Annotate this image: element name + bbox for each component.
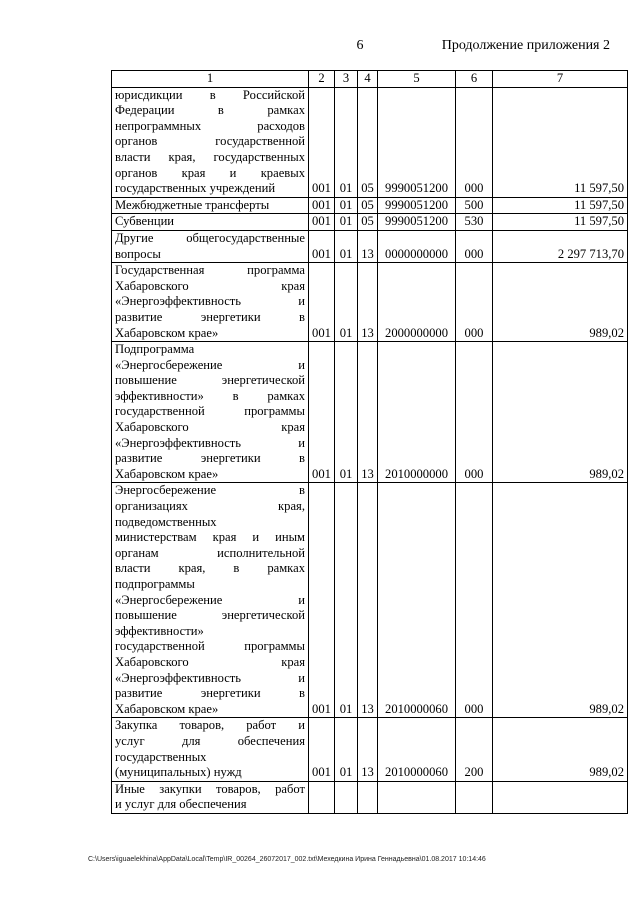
admin-code-cell: 001 — [309, 263, 335, 342]
column-header: 6 — [456, 71, 493, 88]
row-name-cell — [112, 87, 309, 197]
row-name-line: Подпрограмма — [115, 342, 195, 357]
table-row — [112, 781, 628, 813]
admin-code-cell — [309, 781, 335, 813]
admin-code-cell: 001 — [309, 230, 335, 262]
admin-code-cell: 001 — [309, 483, 335, 718]
row-name-line: Федерации в рамках — [115, 103, 305, 118]
table-row — [112, 87, 628, 197]
row-name-cell — [112, 342, 309, 483]
expense-type-cell: 000 — [456, 483, 493, 718]
row-name-cell — [112, 197, 309, 214]
table-row — [112, 718, 628, 781]
column-header: 3 — [335, 71, 358, 88]
target-code-cell: 9990051200 — [378, 87, 456, 197]
row-name-line: развитие энергетики в — [115, 451, 305, 466]
row-name-line: Хабаровском крае» — [115, 325, 219, 340]
subsection-code-cell — [358, 781, 378, 813]
amount-cell: 989,02 — [493, 342, 628, 483]
row-name-line: Энергосбережение в — [115, 483, 305, 498]
expense-type-cell — [456, 781, 493, 813]
row-name-line: Государственная программа — [115, 263, 305, 278]
row-name-line: государственной программы — [115, 639, 305, 654]
row-name-cell — [112, 263, 309, 342]
target-code-cell: 2010000060 — [378, 483, 456, 718]
expense-type-cell: 000 — [456, 87, 493, 197]
row-name-line: государственной программы — [115, 404, 305, 419]
row-name-line: организациях края, — [115, 499, 305, 514]
row-name-line: (муниципальных) нужд — [115, 765, 242, 780]
row-name-line: услуг для обеспечения — [115, 733, 305, 748]
row-name-line: повышение энергетической — [115, 373, 305, 388]
row-name-line: Иные закупки товаров, работ — [115, 781, 305, 796]
row-name-line: развитие энергетики в — [115, 686, 305, 701]
section-code-cell: 01 — [335, 230, 358, 262]
subsection-code-cell: 13 — [358, 483, 378, 718]
row-name-line: подпрограммы — [115, 577, 195, 591]
section-code-cell: 01 — [335, 87, 358, 197]
table-row — [112, 197, 628, 214]
row-name-line: Хабаровском крае» — [115, 466, 219, 481]
amount-cell: 11 597,50 — [493, 197, 628, 214]
table-row — [112, 230, 628, 262]
section-code-cell: 01 — [335, 214, 358, 231]
target-code-cell: 0000000000 — [378, 230, 456, 262]
page-number: 6 — [356, 38, 364, 53]
target-code-cell: 9990051200 — [378, 197, 456, 214]
amount-cell: 2 297 713,70 — [493, 230, 628, 262]
admin-code-cell: 001 — [309, 718, 335, 781]
subsection-code-cell: 05 — [358, 214, 378, 231]
column-header: 1 — [112, 71, 309, 88]
section-code-cell — [335, 781, 358, 813]
row-name-line: Хабаровского края — [115, 278, 305, 293]
target-code-cell: 9990051200 — [378, 214, 456, 231]
expense-type-cell: 000 — [456, 230, 493, 262]
row-name-line: органов края и краевых — [115, 165, 305, 180]
admin-code-cell: 001 — [309, 87, 335, 197]
row-name-line: юрисдикции в Российской — [115, 87, 305, 102]
table-row — [112, 214, 628, 231]
row-name-line: эффективности» в рамках — [115, 388, 305, 403]
row-name-line: повышение энергетической — [115, 608, 305, 623]
row-name-line: органам исполнительной — [115, 545, 305, 560]
expense-type-cell: 000 — [456, 263, 493, 342]
column-header: 7 — [493, 71, 628, 88]
column-header: 5 — [378, 71, 456, 88]
expense-type-cell: 000 — [456, 342, 493, 483]
subsection-code-cell: 13 — [358, 718, 378, 781]
row-name-line: органов государственной — [115, 134, 305, 149]
table-row — [112, 342, 628, 483]
row-name-line: власти края, государственных — [115, 149, 305, 164]
target-code-cell: 2000000000 — [378, 263, 456, 342]
section-code-cell: 01 — [335, 718, 358, 781]
row-name-line: «Энергоэффективность и — [115, 670, 305, 685]
table-row — [112, 263, 628, 342]
admin-code-cell: 001 — [309, 342, 335, 483]
row-name-line: «Энергосбережение и — [115, 357, 305, 372]
row-name-line: Хабаровском крае» — [115, 701, 219, 716]
amount-cell: 989,02 — [493, 483, 628, 718]
row-name-cell — [112, 214, 309, 231]
amount-cell: 11 597,50 — [493, 214, 628, 231]
row-name-line: Межбюджетные трансферты — [115, 197, 270, 212]
expense-type-cell: 530 — [456, 214, 493, 231]
section-code-cell: 01 — [335, 483, 358, 718]
row-name-line: государственных учреждений — [115, 181, 276, 196]
expense-type-cell: 500 — [456, 197, 493, 214]
budget-table — [111, 70, 628, 814]
row-name-line: вопросы — [115, 246, 161, 261]
row-name-cell — [112, 718, 309, 781]
file-path-footer: C:\Users\iguaelekhina\AppData\Local\Temp\IR_00264_26072017_002.txt\Мехедкина Ирина Геннадьевна\01.08.2017 10:14:46 — [88, 856, 486, 863]
expense-type-cell: 200 — [456, 718, 493, 781]
table-row — [112, 483, 628, 718]
section-code-cell: 01 — [335, 197, 358, 214]
amount-cell — [493, 781, 628, 813]
row-name-line: Хабаровского края — [115, 420, 305, 435]
row-name-line: Другие общегосударственные — [115, 230, 305, 245]
row-name-line: эффективности» — [115, 623, 204, 638]
row-name-line: Хабаровского края — [115, 654, 305, 669]
row-name-line: «Энергосбережение и — [115, 592, 305, 607]
column-header: 4 — [358, 71, 378, 88]
row-name-cell — [112, 483, 309, 718]
row-name-line: развитие энергетики в — [115, 309, 305, 324]
table-header-row — [112, 71, 628, 88]
admin-code-cell: 001 — [309, 214, 335, 231]
row-name-line: Закупка товаров, работ и — [115, 718, 305, 733]
section-code-cell: 01 — [335, 342, 358, 483]
subsection-code-cell: 05 — [358, 87, 378, 197]
target-code-cell: 2010000000 — [378, 342, 456, 483]
row-name-cell — [112, 230, 309, 262]
row-name-line: государственных — [115, 749, 207, 764]
amount-cell: 989,02 — [493, 718, 628, 781]
row-name-line: министерствам края и иным — [115, 530, 305, 545]
row-name-cell — [112, 781, 309, 813]
row-name-line: непрограммных расходов — [115, 118, 305, 133]
section-code-cell: 01 — [335, 263, 358, 342]
target-code-cell — [378, 781, 456, 813]
column-header: 2 — [309, 71, 335, 88]
row-name-line: и услуг для обеспечения — [115, 797, 247, 812]
row-name-line: Субвенции — [115, 214, 175, 229]
amount-cell: 989,02 — [493, 263, 628, 342]
row-name-line: власти края, в рамках — [115, 561, 305, 576]
amount-cell: 11 597,50 — [493, 87, 628, 197]
subsection-code-cell: 13 — [358, 342, 378, 483]
subsection-code-cell: 13 — [358, 263, 378, 342]
target-code-cell: 2010000060 — [378, 718, 456, 781]
subsection-code-cell: 13 — [358, 230, 378, 262]
row-name-line: «Энергоэффективность и — [115, 294, 305, 309]
row-name-line: «Энергоэффективность и — [115, 435, 305, 450]
continuation-label: Продолжение приложения 2 — [441, 38, 610, 53]
row-name-line: подведомственных — [115, 514, 217, 529]
subsection-code-cell: 05 — [358, 197, 378, 214]
admin-code-cell: 001 — [309, 197, 335, 214]
table-body — [112, 87, 628, 813]
